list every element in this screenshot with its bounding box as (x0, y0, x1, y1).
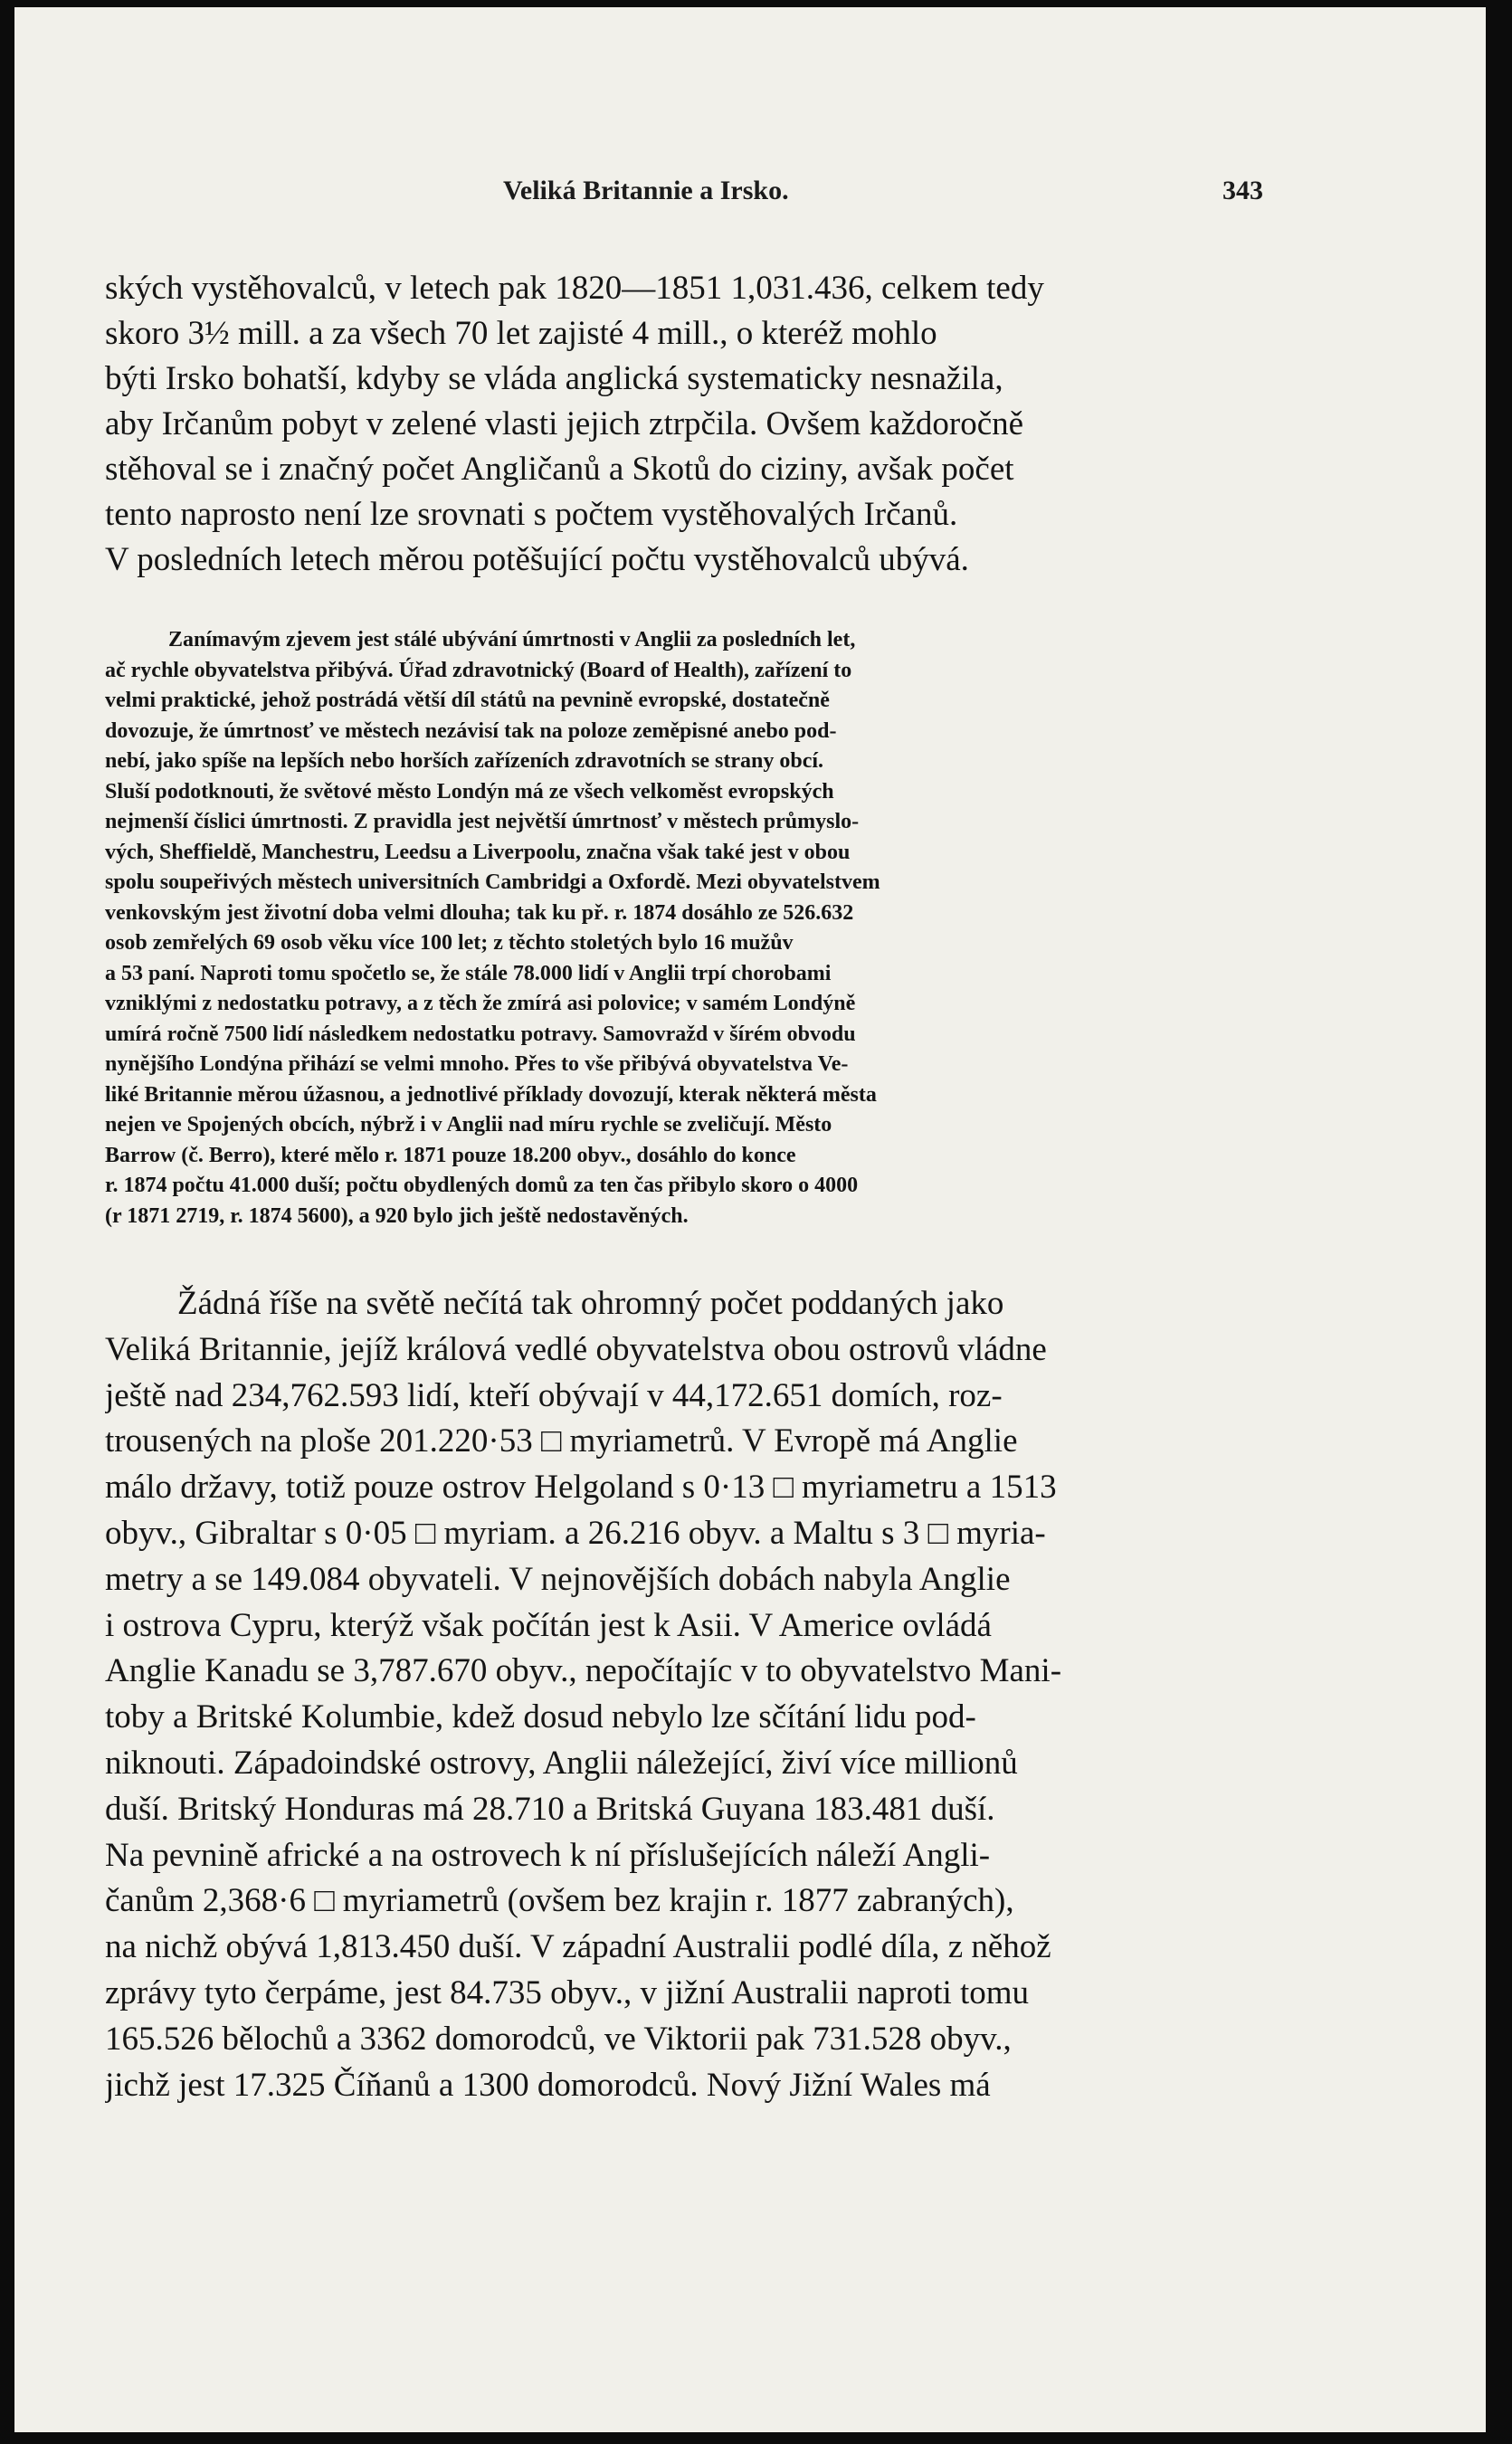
note-line: Barrow (č. Berro), které mělo r. 1871 pouze 18.200 obyv., dosáhlo do konce (105, 1143, 796, 1167)
text-line: tento naprosto není lze srovnati s počtem vystěhovalých Irčanů. (105, 496, 958, 533)
text-line: ských vystěhovalců, v letech pak 1820—1851 1,031.436, celkem tedy (105, 270, 1044, 307)
text-line: Na pevnině africké a na ostrovech k ní příslušejících náleží Angli- (105, 1836, 991, 1874)
page-number: 343 (1222, 176, 1263, 205)
note-line: velmi praktické, jehož postrádá větší díl států na pevnině evropské, dostatečně (105, 689, 830, 712)
paragraph-1 (105, 266, 1267, 583)
text-line: jichž jest 17.325 Číňanů a 1300 domorodců. Nový Jižní Wales má (105, 2066, 991, 2104)
text-line: i ostrova Cypru, kterýž však počítán jest k Asii. V Americe ovládá (105, 1606, 992, 1644)
text-line: aby Irčanům pobyt v zelené vlasti jejich ztrpčila. Ovšem každoročně (105, 405, 1024, 442)
text-line: málo državy, totiž pouze ostrov Helgoland s 0·13 □ myriametru a 1513 (105, 1469, 1057, 1507)
note-line: dovozuje, že úmrtnosť ve městech nezávisí tak na poloze zeměpisné anebo pod- (105, 718, 837, 743)
text-line: trousených na ploše 201.220·53 □ myriametrů. V Evropě má Anglie (105, 1422, 1018, 1460)
note-line: a 53 paní. Naproti tomu spočetlo se, že stále 78.000 lidí v Anglii trpí chorobami (105, 961, 832, 985)
note-line: Sluší podotknouti, že světové město Londýn má ze všech velkoměst evropských (105, 779, 834, 804)
text-line: duší. Britský Honduras má 28.710 a Britská Guyana 183.481 duší. (105, 1790, 995, 1828)
small-print-note (105, 625, 1267, 1232)
note-line: (r 1871 2719, r. 1874 5600), a 920 bylo jich ještě nedostavěných. (105, 1203, 689, 1228)
note-line: osob zemřelých 69 osob věku více 100 let; z těchto stoletých bylo 16 mužův (105, 931, 794, 955)
paragraph-2 (105, 1281, 1267, 2108)
note-line: vzniklými z nedostatku potravy, a z těch že zmírá asi polovice; v samém Londýně (105, 992, 856, 1015)
text-line: na nichž obývá 1,813.450 duší. V západní Australii podlé díla, z něhož (105, 1928, 1051, 1966)
text-line: toby a Britské Kolumbie, kdež dosud nebylo lze sčítání lidu pod- (105, 1698, 976, 1736)
running-header (503, 176, 1263, 212)
note-line: liké Britannie měrou úžasnou, a jednotlivé příklady dovozují, kterak některá města (105, 1082, 877, 1107)
note-line: nejen ve Spojených obcích, nýbrž i v Anglii nad míru rychle se zveličují. Město (105, 1113, 832, 1136)
note-line: r. 1874 počtu 41.000 duší; počtu obydlených domů za ten čas přibylo skoro o 4000 (105, 1174, 859, 1197)
text-line: Anglie Kanadu se 3,787.670 obyv., nepočítajíc v to obyvatelstvo Mani- (105, 1652, 1062, 1690)
text-line: Veliká Britannie, jejíž králová vedlé obyvatelstva obou ostrovů vládne (105, 1330, 1047, 1368)
note-line: vých, Sheffieldě, Manchestru, Leedsu a Liverpoolu, značna však také jest v obou (105, 840, 851, 864)
note-line: nynějšího Londýna přihází se velmi mnoho. Přes to vše přibývá obyvatelstva Ve- (105, 1052, 849, 1076)
note-line: Zanímavým zjevem jest stálé ubývání úmrtnosti v Anglii za posledních let, (168, 628, 856, 651)
text-line: V posledních letech měrou potěšující počtu vystěhovalců ubývá. (105, 541, 969, 578)
note-line: nebí, jako spíše na lepších nebo horších zařízeních zdravotních se strany obcí. (105, 749, 824, 773)
note-line: nejmenší číslici úmrtnosti. Z pravidla jest největší úmrtnosť v městech průmyslo- (105, 810, 860, 833)
text-line: 165.526 bělochů a 3362 domorodců, ve Viktorii pak 731.528 obyv., (105, 2020, 1012, 2058)
text-line: obyv., Gibraltar s 0·05 □ myriam. a 26.216 obyv. a Maltu s 3 □ myria- (105, 1514, 1046, 1552)
book-page (14, 7, 1486, 2432)
text-line: skoro 3½ mill. a za všech 70 let zajisté 4 mill., o kteréž mohlo (105, 315, 937, 352)
text-line: býti Irsko bohatší, kdyby se vláda anglická systematicky nesnažila, (105, 360, 1003, 397)
text-line: ještě nad 234,762.593 lidí, kteří obývají v 44,172.651 domích, roz- (105, 1376, 1003, 1414)
note-line: spolu soupeřivých městech universitních Cambridgi a Oxfordě. Mezi obyvatelstvem (105, 870, 880, 894)
text-line: niknouti. Západoindské ostrovy, Anglii náležející, živí více millionů (105, 1744, 1018, 1782)
text-line: čanům 2,368·6 □ myriametrů (ovšem bez krajin r. 1877 zabraných), (105, 1882, 1014, 1920)
text-line: zprávy tyto čerpáme, jest 84.735 obyv., v jižní Australii naproti tomu (105, 1973, 1030, 2011)
note-line: ač rychle obyvatelstva přibývá. Úřad zdravotnický (Board of Health), zařízení to (105, 658, 852, 682)
note-line: umírá ročně 7500 lidí následkem nedostatku potravy. Samovražd v šírém obvodu (105, 1022, 856, 1046)
text-line: Žádná říše na světě nečítá tak ohromný počet poddaných jako (177, 1285, 1004, 1322)
running-title: Veliká Britannie a Irsko. (503, 176, 789, 205)
note-line: venkovským jest životní doba velmi dlouha; tak ku př. r. 1874 dosáhlo ze 526.632 (105, 900, 854, 925)
text-line: stěhoval se i značný počet Angličanů a Skotů do ciziny, avšak počet (105, 451, 1014, 488)
text-line: metry a se 149.084 obyvateli. V nejnovějších dobách nabyla Anglie (105, 1560, 1011, 1598)
